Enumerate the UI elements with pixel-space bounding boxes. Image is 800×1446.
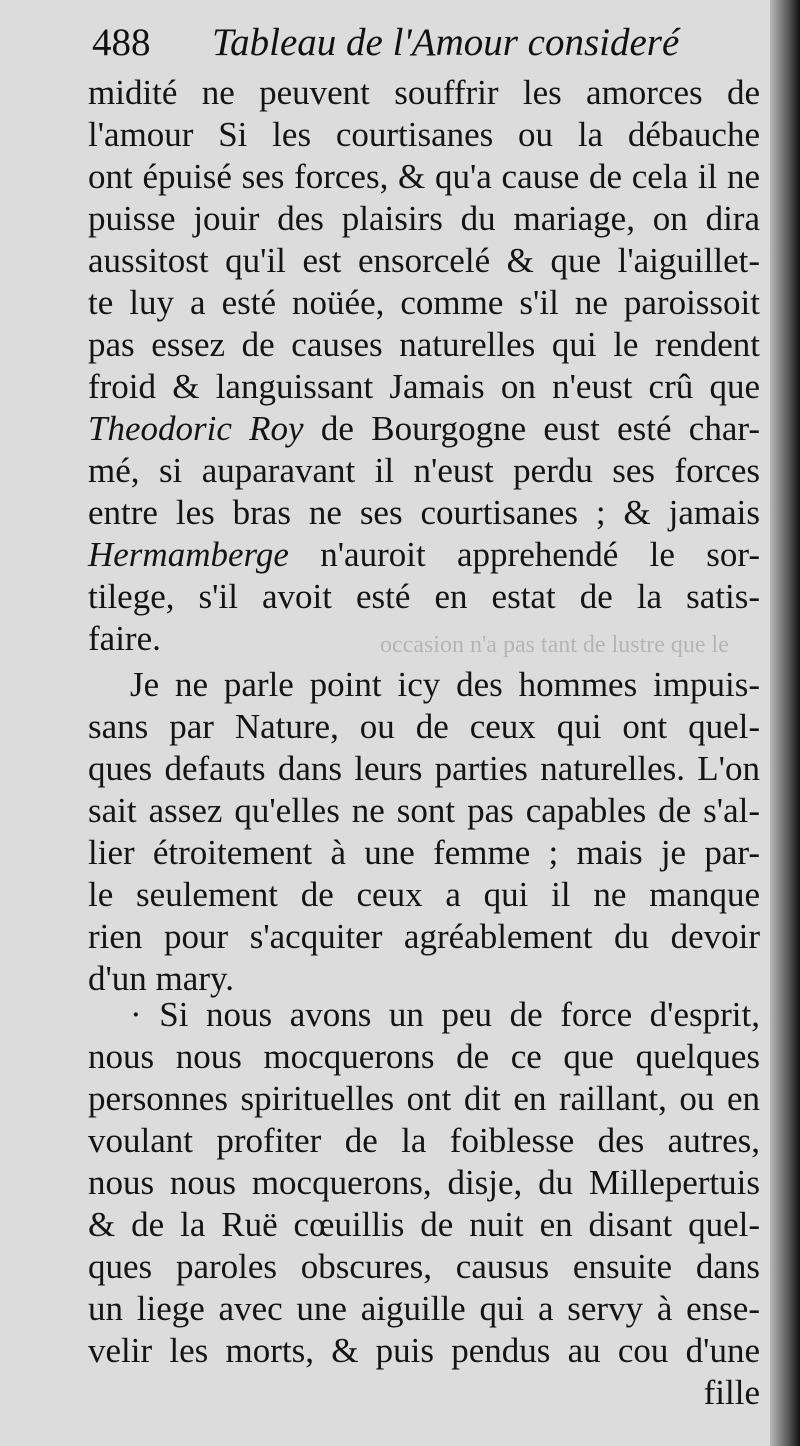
text-line: personnes spirituelles ont dit en raillant, ou en: [88, 1079, 760, 1118]
text-line: & de la Ruë cœuillis de nuit en disant quel-: [88, 1205, 760, 1244]
bleed-through-text: occasion n'a pas tant de lustre que le: [380, 632, 729, 658]
text-line: tilege, s'il avoit esté en estat de la satis-: [88, 577, 760, 616]
text-line: d'un mary.: [88, 959, 234, 998]
italic-name: Hermamberge: [88, 535, 289, 574]
text-line: velir les morts, & puis pendus au cou d'une: [88, 1331, 760, 1370]
text-line: midité ne peuvent souffrir les amorces de: [88, 73, 760, 112]
catchword: fille: [703, 1373, 760, 1412]
text-line: Hermamberge n'auroit apprehendé le sor-: [88, 535, 761, 574]
text-line: mé, si auparavant il n'eust perdu ses forces: [88, 451, 760, 490]
text-line: Je ne parle point icy des hommes impuis-: [130, 665, 760, 704]
text-line: te luy a esté noüée, comme s'il ne paroissoit: [88, 283, 760, 322]
text-line: sait assez qu'elles ne sont pas capables de s'al-: [88, 791, 760, 830]
text-line: · Si nous avons un peu de force d'esprit,: [130, 995, 760, 1034]
text-line: aussitost qu'il est ensorcelé & que l'aiguillet-: [88, 241, 760, 280]
text-line: entre les bras ne ses courtisanes ; & jamais: [88, 493, 760, 532]
text-line: Theodoric Roy de Bourgogne eust esté char-: [88, 409, 760, 448]
running-head: [92, 20, 772, 70]
text-line: froid & languissant Jamais on n'eust crû que: [88, 367, 760, 406]
text-line: ont épuisé ses forces, & qu'a cause de cela il ne: [88, 157, 760, 196]
text-line: ques defauts dans leurs parties naturelles. L'on: [88, 749, 760, 788]
text-line: un liege avec une aiguille qui a servy à ense-: [88, 1289, 760, 1328]
text-line: nous nous mocquerons, disje, du Millepertuis: [88, 1163, 760, 1202]
text-line: rien pour s'acquiter agréablement du devoir: [88, 917, 760, 956]
text-line: voulant profiter de la foiblesse des autres,: [88, 1121, 760, 1160]
italic-name: Theodoric Roy: [88, 409, 304, 448]
text-line: ques paroles obscures, causus ensuite dans: [88, 1247, 760, 1286]
text-line: sans par Nature, ou de ceux qui ont quel-: [88, 707, 760, 746]
text-line: lier étroitement à une femme ; mais je par-: [88, 833, 760, 872]
text-line: l'amour Si les courtisanes ou la débauche: [88, 115, 760, 154]
text-line: nous nous mocquerons de ce que quelques: [88, 1037, 760, 1076]
page-edge: [770, 0, 800, 1446]
text-line: le seulement de ceux a qui il ne manque: [88, 875, 760, 914]
text-line: faire.: [88, 619, 161, 658]
page-number: 488: [92, 21, 151, 64]
text-line: puisse jouir des plaisirs du mariage, on dira: [88, 199, 760, 238]
running-title: Tableau de l'Amour consideré: [212, 21, 680, 64]
text-line: pas essez de causes naturelles qui le rendent: [88, 325, 760, 364]
